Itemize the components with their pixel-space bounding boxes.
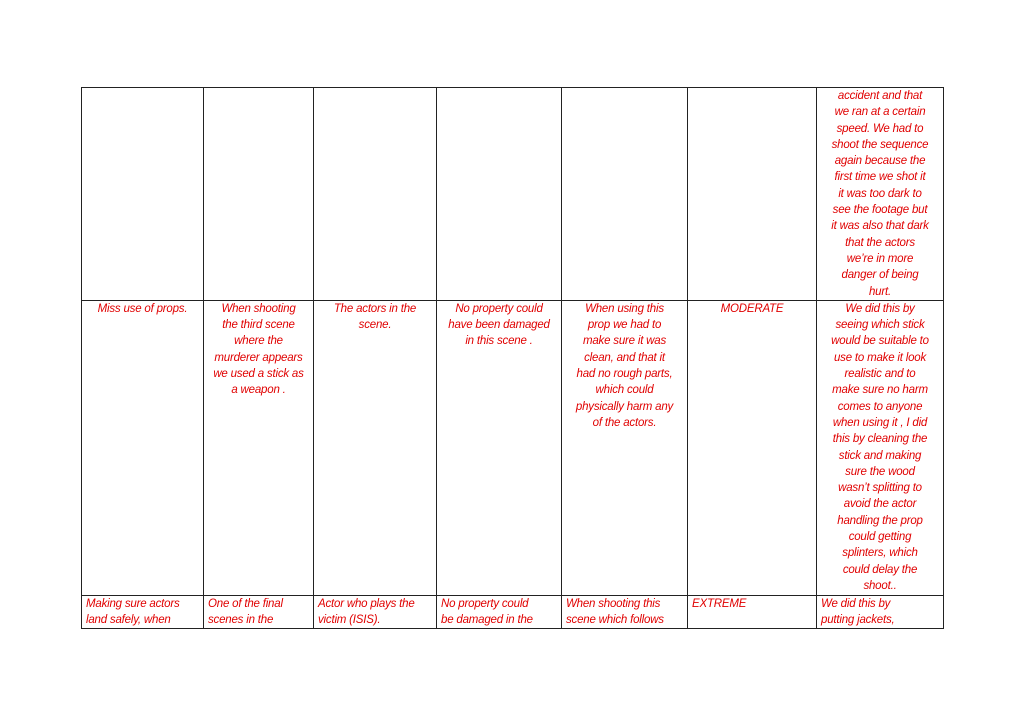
- table-row: [82, 88, 944, 301]
- cell-text-line: shoot..: [863, 579, 897, 592]
- cell-text-line: When shooting: [221, 302, 296, 315]
- cell-text-line: scene which follows: [566, 614, 664, 627]
- cell-text-line: the third scene: [222, 319, 295, 332]
- table-cell-description: [204, 88, 314, 301]
- table-cell-risk-level: [688, 88, 817, 301]
- cell-text-line: make sure no harm: [832, 384, 928, 397]
- cell-text-line: accident and that: [837, 90, 923, 102]
- cell-text-line: we used a stick as: [213, 368, 304, 381]
- cell-text-line: be damaged in the: [441, 614, 533, 627]
- cell-text-line: clean, and that it: [584, 351, 665, 364]
- cell-text-line: it was also that dark: [831, 220, 929, 233]
- cell-text-line: again because the: [834, 155, 926, 168]
- table-cell-actions-taken: [817, 300, 944, 595]
- table-cell-hazard: [82, 88, 204, 301]
- table-cell-property: [437, 300, 562, 595]
- cell-text-line: when using it , I did: [832, 416, 928, 429]
- cell-text-line: of the actors.: [592, 416, 657, 429]
- risk-assessment-table: [81, 87, 944, 629]
- cell-text-line: One of the final: [208, 597, 283, 610]
- cell-text-line: putting jackets,: [821, 614, 895, 627]
- cell-text-line: this by cleaning the: [832, 433, 928, 446]
- cell-text-line: stick and making: [838, 449, 922, 462]
- cell-text-line: scene.: [358, 319, 392, 332]
- cell-text-line: make sure it was: [582, 335, 667, 348]
- table-cell-who-at-risk: [314, 300, 437, 595]
- cell-text-line: where the: [234, 335, 283, 348]
- table-cell-precautions: [562, 88, 688, 301]
- cell-text-line: Making sure actors: [86, 597, 180, 610]
- cell-text-line: speed. We had to: [836, 122, 924, 135]
- cell-text-line: shoot the sequence: [831, 138, 929, 151]
- cell-text-line: wasn’t splitting to: [838, 482, 922, 495]
- cell-text-line: had no rough parts,: [576, 368, 673, 381]
- cell-text-line: physically harm any: [575, 400, 674, 413]
- cell-text-line: have been damaged: [448, 319, 550, 332]
- cell-text-line: handling the prop: [837, 514, 923, 527]
- table-cell-actions-taken: [817, 595, 944, 629]
- cell-text-line: danger of being: [841, 269, 919, 282]
- cell-text-line: When using this: [585, 302, 664, 315]
- cell-text-line: We did this by: [845, 302, 915, 315]
- cell-text-line: Miss use of props.: [97, 302, 188, 315]
- cell-text-line: MODERATE: [720, 302, 784, 315]
- cell-text-line: avoid the actor: [843, 498, 917, 511]
- table-cell-actions-taken: [817, 88, 944, 301]
- table-cell-hazard: [82, 595, 204, 629]
- table-cell-property: [437, 88, 562, 301]
- cell-text-line: use to make it look: [833, 351, 927, 364]
- cell-text-line: we ran at a certain: [834, 106, 926, 119]
- cell-text-line: murderer appears: [214, 351, 303, 364]
- cell-text-line: EXTREME: [692, 597, 747, 610]
- table-cell-precautions: [562, 595, 688, 629]
- cell-text-line: could getting: [848, 531, 912, 544]
- cell-text-line: scenes in the: [208, 614, 274, 627]
- cell-text-line: Actor who plays the: [318, 597, 415, 610]
- cell-text-line: could delay the: [842, 563, 918, 576]
- cell-text-line: We did this by: [821, 597, 891, 610]
- cell-text-line: land safely, when: [86, 614, 171, 627]
- cell-text-line: prop we had to: [587, 319, 662, 332]
- cell-text-line: victim (ISIS).: [318, 614, 381, 627]
- table-cell-precautions: [562, 300, 688, 595]
- table-cell-risk-level: [688, 300, 817, 595]
- cell-text-line: comes to anyone: [837, 400, 923, 413]
- table-cell-who-at-risk: [314, 595, 437, 629]
- cell-text-line: would be suitable to: [831, 335, 929, 348]
- cell-text-line: in this scene .: [465, 335, 533, 348]
- table-cell-who-at-risk: [314, 88, 437, 301]
- table-row: [82, 595, 944, 629]
- cell-text-line: sure the wood: [845, 465, 915, 478]
- table-cell-risk-level: [688, 595, 817, 629]
- table-row: [82, 300, 944, 595]
- cell-text-line: first time we shot it: [834, 171, 926, 184]
- cell-text-line: we’re in more: [846, 252, 914, 265]
- cell-text-line: No property could: [441, 597, 529, 610]
- table-cell-hazard: [82, 300, 204, 595]
- cell-text-line: seeing which stick: [835, 319, 925, 332]
- table-cell-description: [204, 300, 314, 595]
- table-cell-property: [437, 595, 562, 629]
- cell-text-line: that the actors: [845, 236, 915, 249]
- cell-text-line: which could: [595, 384, 654, 397]
- cell-text-line: see the footage but: [832, 204, 928, 217]
- cell-text-line: When shooting this: [566, 597, 661, 610]
- table-cell-description: [204, 595, 314, 629]
- cell-text-line: realistic and to: [844, 368, 916, 381]
- cell-text-line: The actors in the: [333, 302, 417, 315]
- cell-text-line: hurt.: [868, 285, 891, 298]
- cell-text-line: splinters, which: [842, 547, 918, 560]
- cell-text-line: No property could: [455, 302, 543, 315]
- cell-text-line: it was too dark to: [838, 187, 922, 200]
- cell-text-line: a weapon .: [231, 384, 286, 397]
